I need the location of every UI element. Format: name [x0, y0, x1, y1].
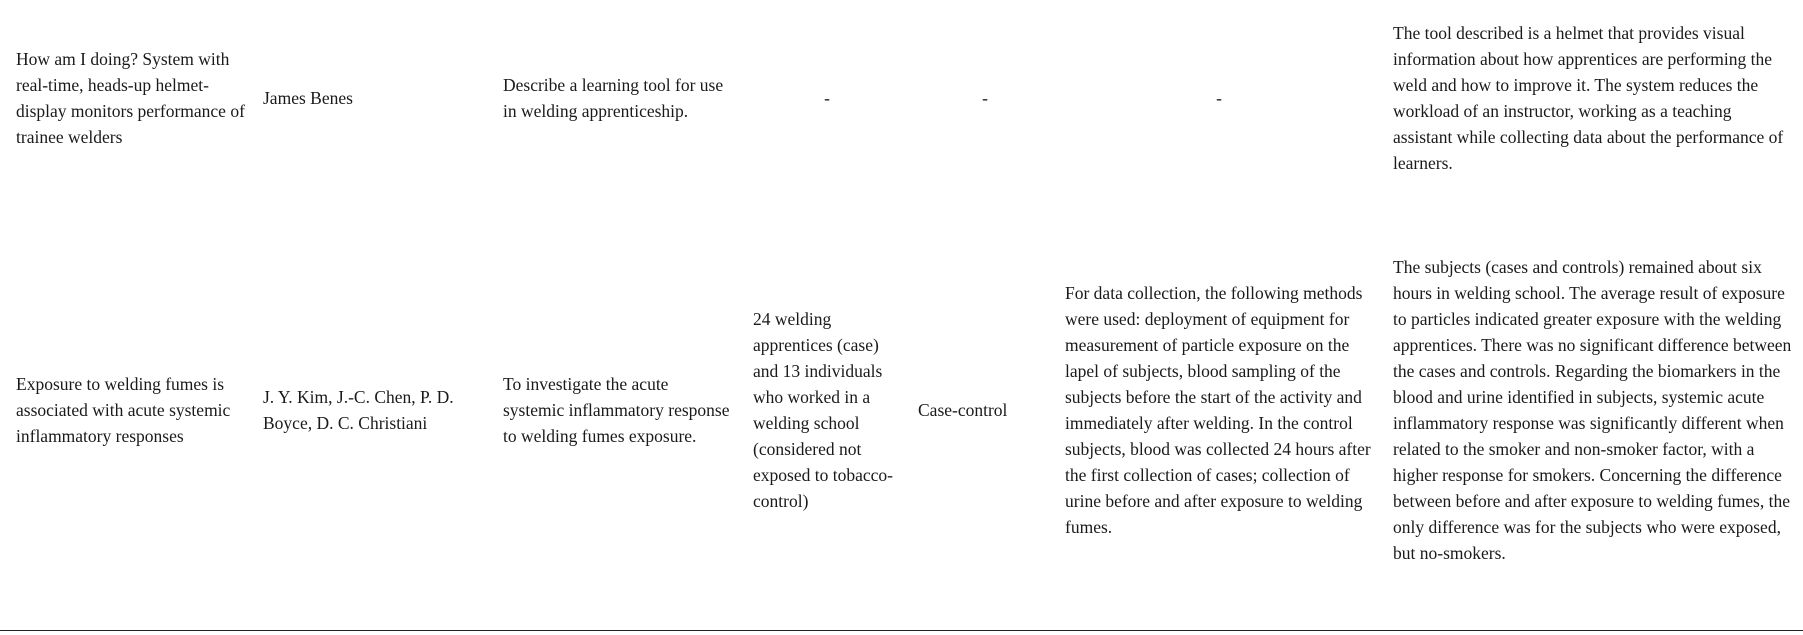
study-sample: 24 welding apprentices (case) and 13 individuals who worked in a welding school (considered not exposed to tobacco-control) [753, 309, 893, 511]
methods-cell [1065, 0, 1373, 195]
design-cell [918, 0, 1052, 195]
authors-cell [263, 195, 481, 625]
study-title-cell [16, 0, 256, 195]
objective-cell [503, 195, 733, 625]
study-title: How am I doing? System with real-time, heads-up helmet-display monitors performance of trainee welders [16, 48, 245, 147]
design-cell [918, 195, 1052, 625]
study-design: Case-control [918, 400, 1008, 420]
objective-cell [503, 0, 733, 195]
study-authors: James Benes [263, 87, 353, 108]
table-row [0, 195, 1803, 625]
study-title: Exposure to welding fumes is associated with acute systemic inflammatory responses [16, 374, 231, 446]
results-cell [1393, 0, 1803, 195]
study-sample: - [824, 87, 830, 108]
study-results: The tool described is a helmet that provides visual information about how apprentices are performing the weld and how to improve it. The system reduces the workload of an instructor, working as a teaching assistant while collecting data about the performance of learners. [1393, 22, 1784, 173]
methods-cell [1065, 195, 1373, 625]
study-design: - [982, 87, 988, 108]
sample-cell [753, 0, 901, 195]
study-title-cell [16, 195, 256, 625]
study-objective: To investigate the acute systemic inflammatory response to welding fumes exposure. [503, 374, 730, 446]
table-row [0, 0, 1803, 195]
study-methods: For data collection, the following methods were used: deployment of equipment for measurement of particle exposure on the lapel of subjects, blood sampling of the subjects before the start of the activity and immediately after welding. In the control subjects, blood was collected 24 hours after the first collection of cases; collection of urine before and after exposure to welding fumes. [1065, 283, 1371, 537]
study-authors: J. Y. Kim, J.-C. Chen, P. D. Boyce, D. C. Christiani [263, 387, 454, 433]
table-bottom-rule [0, 630, 1803, 631]
authors-cell [263, 0, 481, 195]
sample-cell [753, 195, 901, 625]
study-methods: - [1216, 87, 1222, 108]
study-results: The subjects (cases and controls) remained about six hours in welding school. The average result of exposure to particles indicated greater exposure with the welding apprentices. There was no significant difference between the cases and controls. Regarding the biomarkers in the blood and urine identified in subjects, systemic acute inflammatory response was significantly different when related to the smoker and non-smoker factor, with a higher response for smokers. Concerning the difference between before and after exposure to welding fumes, the only difference was for the subjects who were exposed, but no-smokers. [1393, 257, 1792, 563]
study-objective: Describe a learning tool for use in welding apprenticeship. [503, 74, 724, 121]
results-cell [1393, 195, 1803, 625]
